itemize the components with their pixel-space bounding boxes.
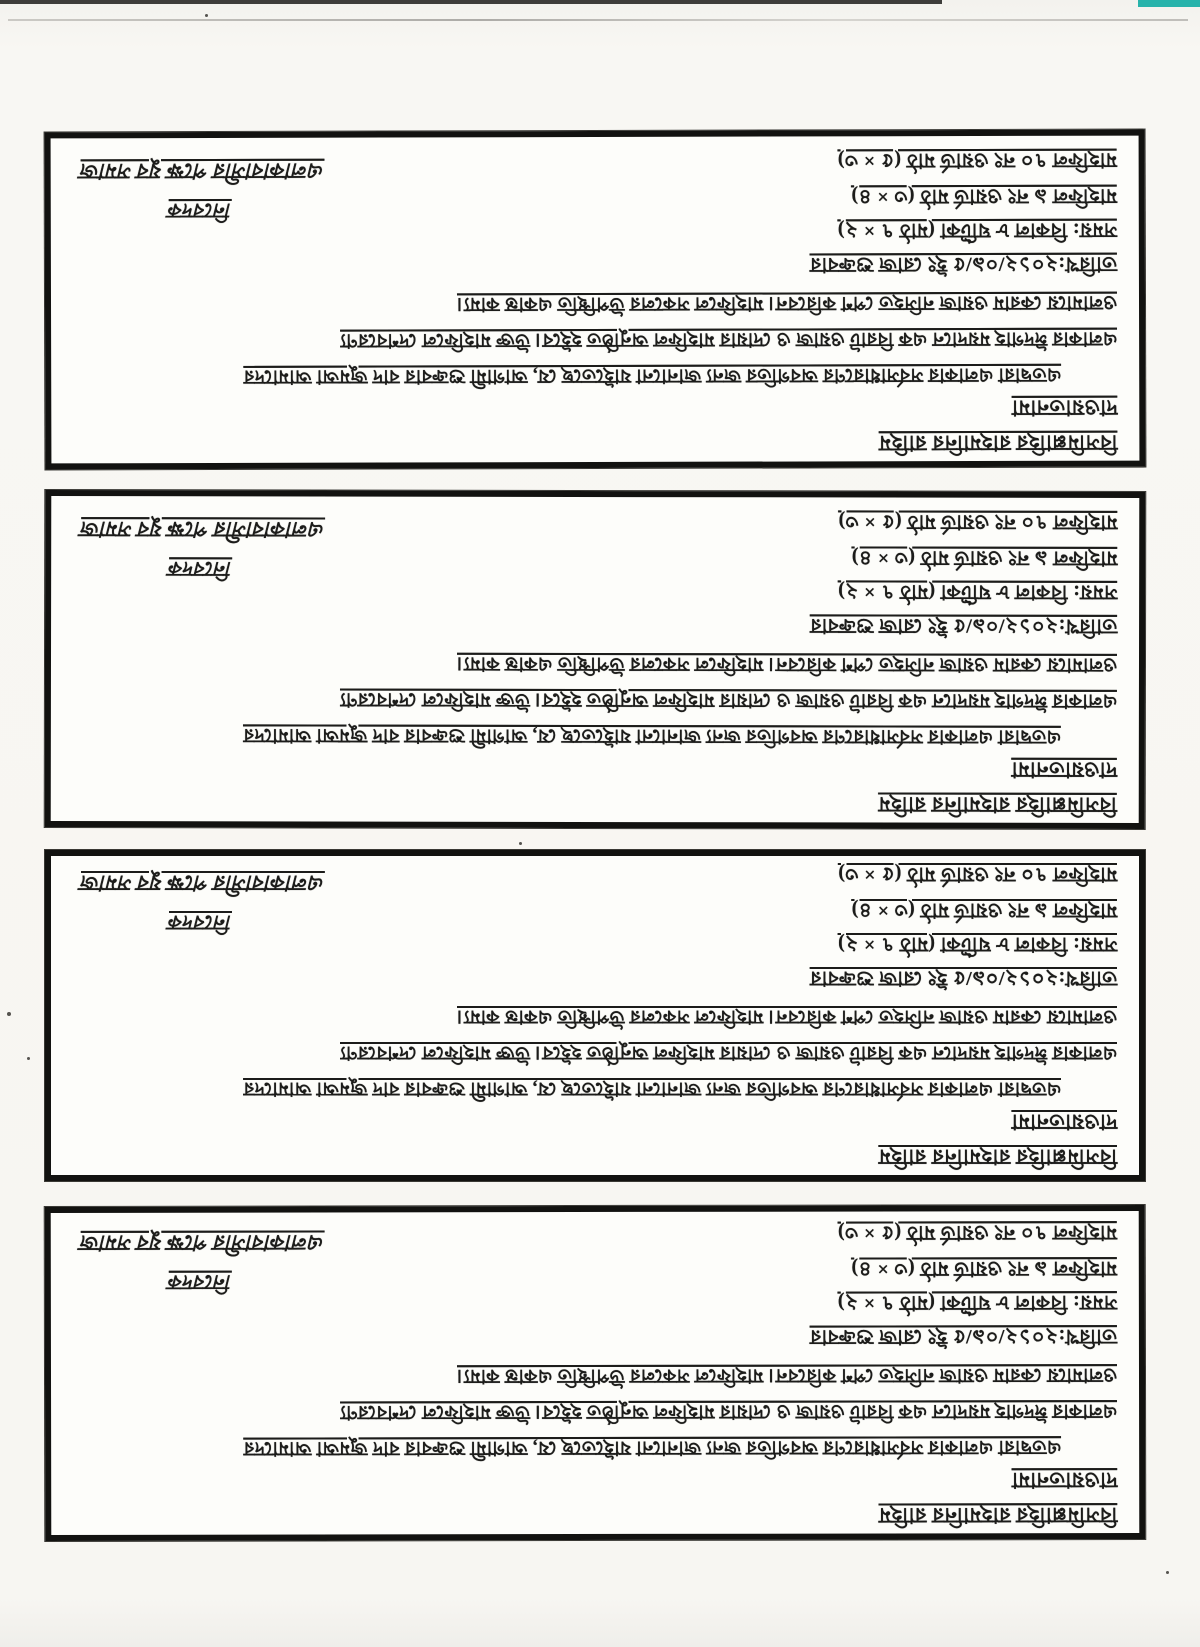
paragraph-line: ওলামায়ে কেরাম ওয়াজ নসিহত পেশ করিবেন। মাহফিলে সকলের উপস্থিতি একান্ত কাম্য।: [456, 291, 1118, 315]
event-info-line: মাহফিল ৭০ নং ওয়ার্ড মাঠ (৫ × ৩): [837, 863, 1117, 885]
slip-title: দাওয়াতনামা: [1011, 1110, 1117, 1134]
paragraph-line: এতদ্বারা এলাকার সর্বসাধারণের অবগতির জন্য জানানো যাইতেছে যে, আগামী শুক্রবার বাদ জুমআ আমাদের: [242, 724, 1061, 747]
paragraph-line: ওলামায়ে কেরাম ওয়াজ নসিহত পেশ করিবেন। মাহফিলে সকলের উপস্থিতি একান্ত কাম্য।: [456, 1006, 1117, 1027]
scan-speck: [205, 14, 208, 17]
slip-title: দাওয়াতনামা: [1011, 757, 1117, 782]
bismillah-line: বিসমিল্লাহির রাহমানির রাহিম: [878, 1503, 1118, 1528]
slip-content-rotated-180: [51, 856, 1139, 1175]
paragraph-line: এতদ্বারা এলাকার সর্বসাধারণের অবগতির জন্য জানানো যাইতেছে যে, আগামী শুক্রবার বাদ জুমআ আমাদের: [243, 1078, 1061, 1099]
signature-organization: এলাকাবাসীর পক্ষে যুব সমাজ: [80, 1230, 325, 1255]
event-time-line: সময়: বিকাল ৮ ঘটিকা (মাঠ ৭ × ২): [837, 1291, 1117, 1314]
signature-closing: নিবেদক: [169, 557, 233, 580]
event-info-line: মাহফিল ৯ নং ওয়ার্ড মাঠ (৩ × ৪): [851, 899, 1117, 921]
paragraph-line: এতদ্বারা এলাকার সর্বসাধারণের অবগতির জন্য জানানো যাইতেছে যে, আগামী শুক্রবার বাদ জুমআ আমাদের: [243, 363, 1062, 387]
scan-speck: [1166, 1571, 1169, 1574]
paragraph-line: এলাকার ঈদগাহ ময়দানে এক বিরাট ওয়াজ ও দোয়ার মাহফিল অনুষ্ঠিত হইবে। উক্ত মাহফিলে দেশবরেণ্য: [339, 688, 1117, 711]
notice-slip: [45, 1205, 1146, 1541]
event-info-line: মাহফিল ৯ নং ওয়ার্ড মাঠ (৩ × ৪): [851, 546, 1118, 569]
event-date-line: তারিখ:২০১২/০৯/৫ ইং রোজ শুক্রবার: [809, 967, 1117, 989]
scan-artifact-line: [8, 19, 1188, 21]
paragraph-line: ওলামায়ে কেরাম ওয়াজ নসিহত পেশ করিবেন। মাহফিলে সকলের উপস্থিতি একান্ত কাম্য।: [456, 1364, 1118, 1387]
event-info-line: মাহফিল ৯ নং ওয়ার্ড মাঠ (৩ × ৪): [850, 184, 1117, 208]
scan-speck: [7, 1012, 11, 1016]
bismillah-line: বিসমিল্লাহির রাহমানির রাহিম: [878, 792, 1117, 817]
paragraph-line: এতদ্বারা এলাকার সর্বসাধারণের অবগতির জন্য জানানো যাইতেছে যে, আগামী শুক্রবার বাদ জুমআ আমাদের: [243, 1436, 1062, 1459]
slip-content-rotated-180: [51, 1211, 1140, 1535]
paragraph-line: এলাকার ঈদগাহ ময়দানে এক বিরাট ওয়াজ ও দোয়ার মাহফিল অনুষ্ঠিত হইবে। উক্ত মাহফিলে দেশবরেণ্য: [340, 1400, 1118, 1423]
event-info-line: মাহফিল ৯ নং ওয়ার্ড মাঠ (৩ × ৪): [851, 1257, 1117, 1280]
signature-closing: নিবেদক: [168, 1270, 232, 1293]
signature-organization: এলাকাবাসীর পক্ষে যুব সমাজ: [80, 158, 325, 184]
signature-organization: এলাকাবাসীর পক্ষে যুব সমাজ: [81, 871, 325, 895]
signature-closing: নিবেদক: [169, 911, 232, 933]
slip-content-rotated-180: [51, 136, 1140, 464]
scan-corner-artifact: [1138, 0, 1200, 7]
paragraph-line: এলাকার ঈদগাহ ময়দানে এক বিরাট ওয়াজ ও দোয়ার মাহফিল অনুষ্ঠিত হইবে। উক্ত মাহফিলে দেশবরেণ্য: [339, 1042, 1117, 1063]
bismillah-line: বিসমিল্লাহির রাহমানির রাহিম: [878, 1145, 1117, 1169]
scan-speck: [519, 842, 522, 845]
event-time-line: সময়: বিকাল ৮ ঘটিকা (মাঠ ৭ × ২): [837, 933, 1117, 955]
slip-title: দাওয়াতনামা: [1011, 1468, 1118, 1493]
event-time-line: সময়: বিকাল ৮ ঘটিকা (মাঠ ৭ × ২): [837, 580, 1118, 603]
notice-slip: [45, 130, 1146, 470]
signature-closing: নিবেদক: [168, 198, 232, 222]
event-date-line: তারিখ:২০১২/০৯/৫ ইং রোজ শুক্রবার: [809, 1325, 1117, 1348]
event-time-line: সময়: বিকাল ৮ ঘটিকা (মাঠ ৭ × ২): [837, 218, 1117, 242]
notice-slip: [45, 490, 1146, 829]
bismillah-line: বিসমিল্লাহির রাহমানির রাহিম: [878, 430, 1118, 456]
slip-title: দাওয়াতনামা: [1011, 395, 1118, 420]
scan-edge-strip: [0, 0, 942, 4]
paragraph-line: ওলামায়ে কেরাম ওয়াজ নসিহত পেশ করিবেন। মাহফিলে সকলের উপস্থিতি একান্ত কাম্য।: [456, 652, 1118, 675]
event-info-line: মাহফিল ৭০ নং ওয়ার্ড মাঠ (৫ × ৩): [837, 1221, 1117, 1244]
event-date-line: তারিখ:২০১২/০৯/৫ ইং রোজ শুক্রবার: [809, 252, 1117, 276]
signature-organization: এলাকাবাসীর পক্ষে যুব সমাজ: [81, 517, 326, 542]
event-info-line: মাহফিল ৭০ নং ওয়ার্ড মাঠ (৫ × ৩): [837, 148, 1117, 172]
event-info-line: মাহফিল ৭০ নং ওয়ার্ড মাঠ (৫ × ৩): [838, 510, 1118, 533]
event-date-line: তারিখ:২০১২/০৯/৫ ইং রোজ শুক্রবার: [809, 614, 1118, 637]
scan-speck: [27, 1057, 30, 1060]
paragraph-line: এলাকার ঈদগাহ ময়দানে এক বিরাট ওয়াজ ও দোয়ার মাহফিল অনুষ্ঠিত হইবে। উক্ত মাহফিলে দেশবরেণ্য: [340, 327, 1118, 351]
notice-slip: [45, 850, 1145, 1181]
slip-content-rotated-180: [51, 496, 1140, 823]
